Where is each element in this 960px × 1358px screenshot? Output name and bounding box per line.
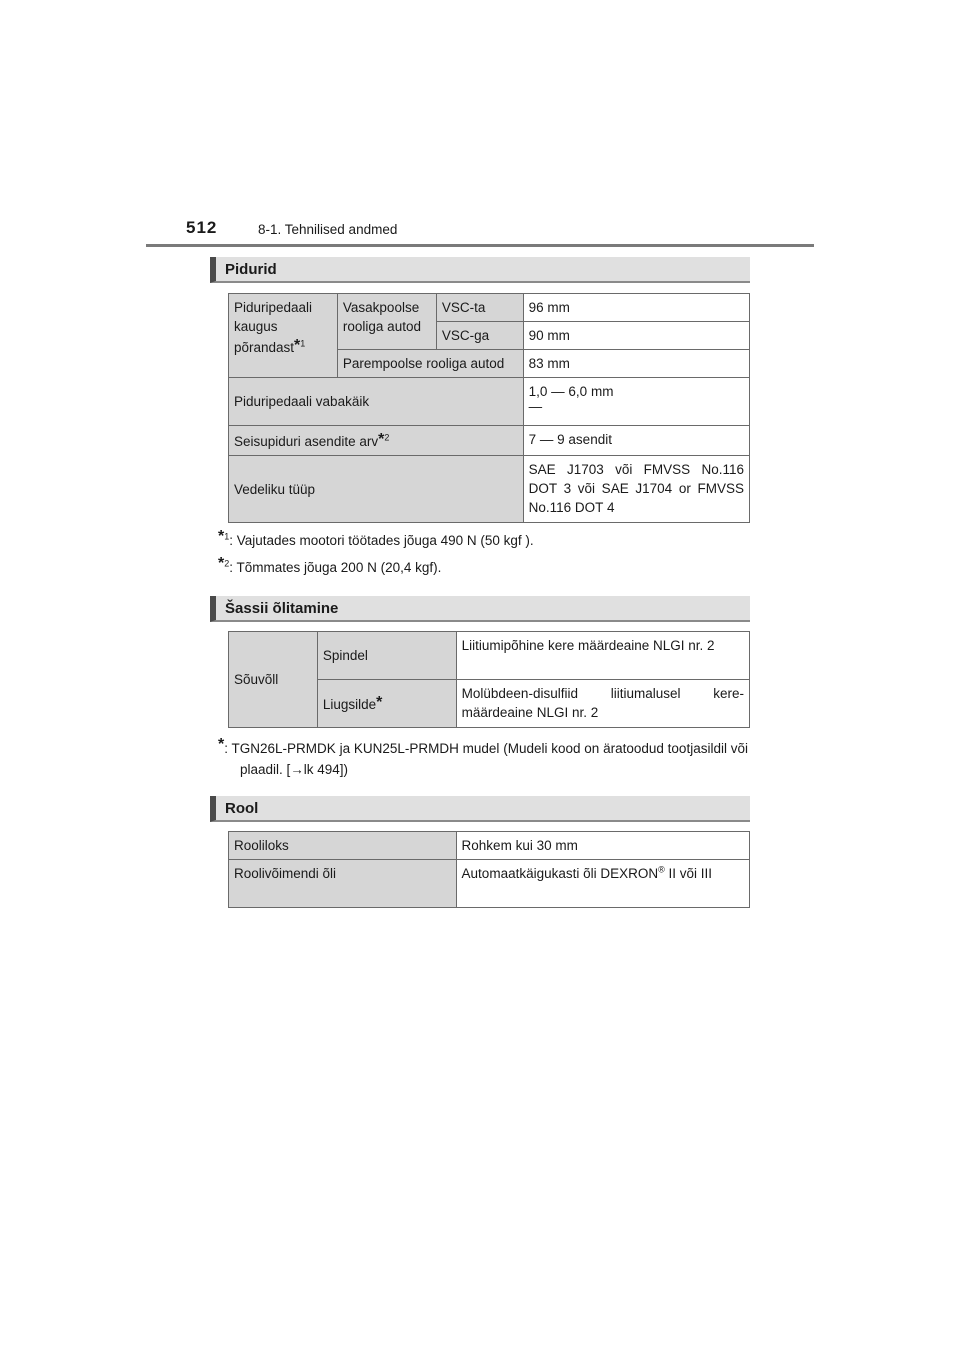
brakes-footnote-2: *$^2$: Tõmmates jõuga 200 N (20,4 kgf). bbox=[218, 555, 442, 575]
header-rule bbox=[146, 244, 814, 247]
brakes-table bbox=[228, 293, 750, 523]
section-heading-text: Pidurid bbox=[225, 261, 277, 278]
parking-brake-label: Seisupiduri asendite arv*$^2$ bbox=[229, 426, 524, 456]
axle-label: Sõuvõll bbox=[229, 632, 318, 728]
section-heading-text: Rool bbox=[225, 800, 259, 817]
right-hand-label: Parempoolse rooliga autod bbox=[337, 350, 523, 378]
right-hand-value: 83 mm bbox=[523, 350, 749, 378]
vsc-with-label: VSC-ga bbox=[436, 322, 523, 350]
vsc-without-label: VSC-ta bbox=[436, 294, 523, 322]
page-header bbox=[146, 218, 814, 248]
spindle-value: Liitiumipõhine kere määrdeaine NLGI nr. 2 bbox=[456, 632, 749, 680]
spindle-label: Spindel bbox=[317, 632, 456, 680]
parking-brake-value: 7 — 9 asendit bbox=[523, 426, 749, 456]
section-heading-text: Šassii õlitamine bbox=[225, 600, 339, 617]
power-steering-fluid-label: Roolivõimendi õli bbox=[229, 860, 457, 908]
power-steering-fluid-value: Automaatkäigukasti õli DEXRON® II või III bbox=[456, 860, 749, 908]
fluid-type-value: SAE J1703 või FMVSS No.116 DOT 3 või SAE J1704 or FMVSS No.116 DOT 4 bbox=[523, 456, 749, 523]
chassis-table bbox=[228, 631, 750, 728]
free-play-label: Piduripedaali vabakäik bbox=[229, 378, 524, 426]
chassis-footnote: *: TGN26L-PRMDK ja KUN25L-PRMDH mudel (Mudeli kood on äratoodud tootjasildil või plaadil. [→lk 494]) bbox=[218, 736, 748, 777]
section-title: 8-1. Tehnilised andmed bbox=[258, 222, 398, 237]
vsc-with-value: 90 mm bbox=[523, 322, 749, 350]
slide-label: Liugsilde* bbox=[317, 680, 456, 728]
fluid-type-label: Vedeliku tüüp bbox=[229, 456, 524, 523]
steering-play-label: Rooliloks bbox=[229, 832, 457, 860]
left-hand-label: Vasakpoolse rooliga autod bbox=[337, 294, 436, 350]
free-play-value: 1,0 — 6,0 mm — bbox=[523, 378, 749, 426]
vsc-without-value: 96 mm bbox=[523, 294, 749, 322]
section-heading-rool bbox=[210, 796, 750, 822]
steering-table bbox=[228, 831, 750, 908]
slide-value: Molübdeen-disulfiid liitiumalusel kere-määrdeaine NLGI nr. 2 bbox=[456, 680, 749, 728]
pedal-distance-label: Piduripedaali kaugus põrandast*$^1$ bbox=[229, 294, 338, 378]
brakes-footnote-1: *$^1$: Vajutades mootori töötades jõuga 490 N (50 kgf ). bbox=[218, 528, 534, 548]
page-number: 512 bbox=[186, 218, 218, 237]
section-heading-sassii bbox=[210, 596, 750, 622]
section-heading-pidurid bbox=[210, 257, 750, 283]
steering-play-value: Rohkem kui 30 mm bbox=[456, 832, 749, 860]
